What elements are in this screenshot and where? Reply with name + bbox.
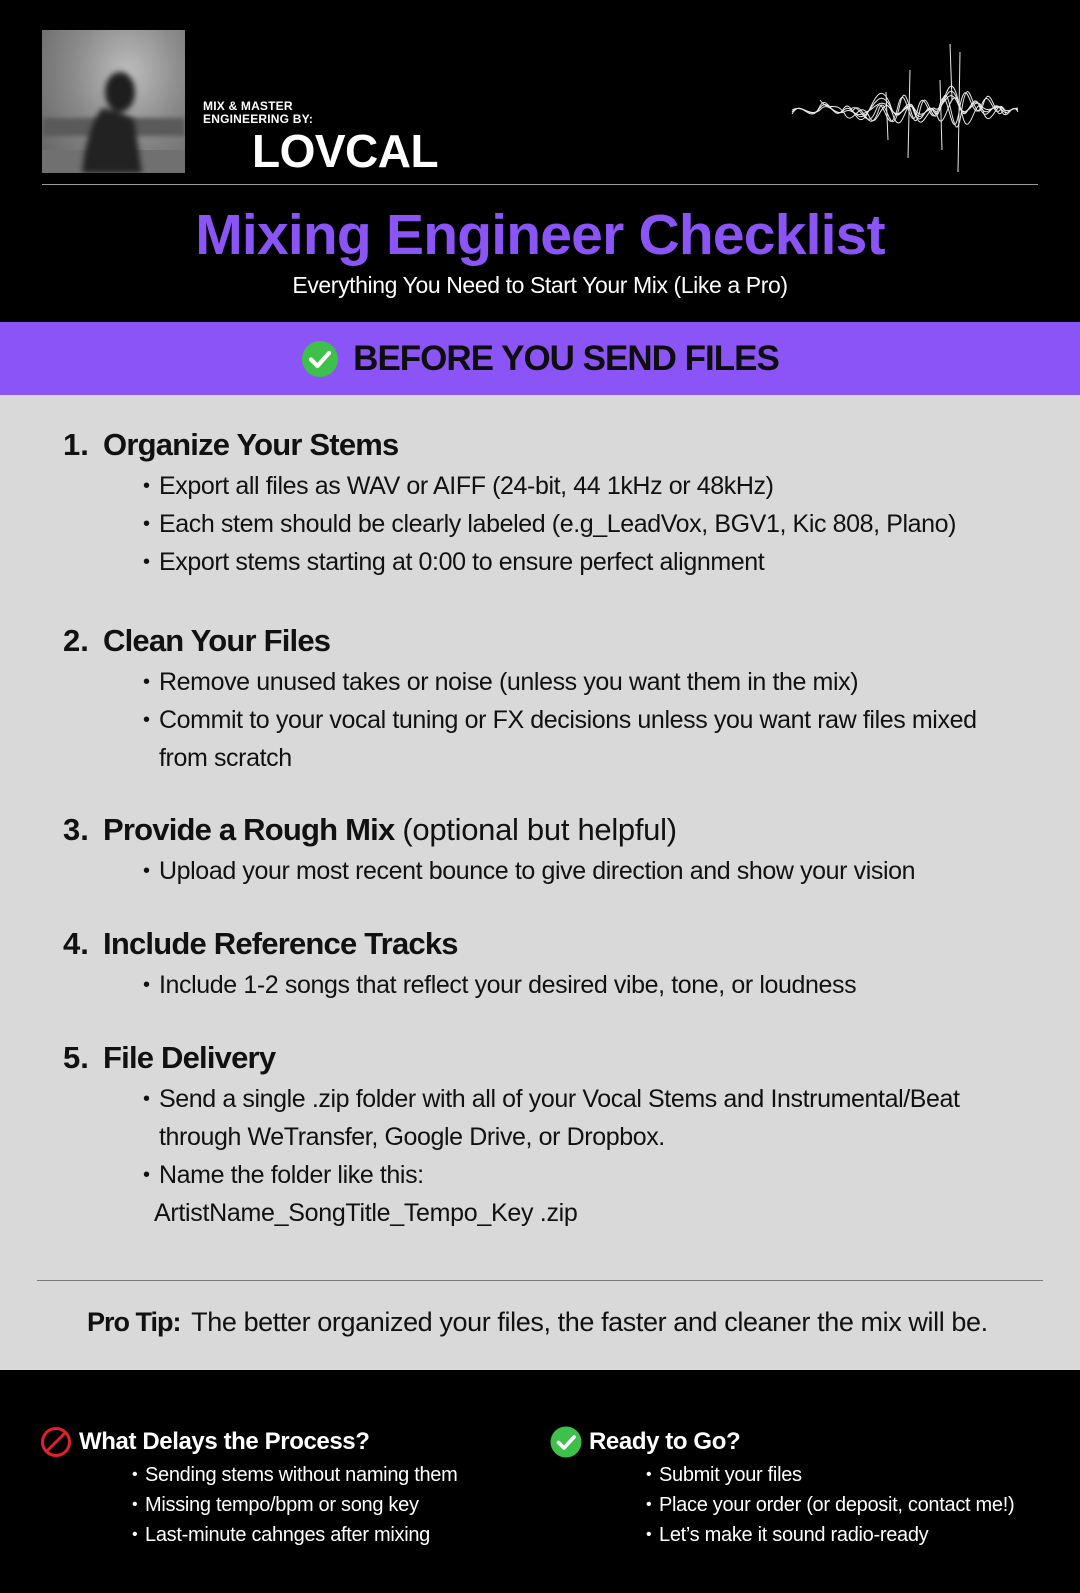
pro-tip-label: Pro Tip: [87, 1307, 181, 1337]
list-item: • Export stems starting at 0:00 to ensure perfect alignment [143, 543, 1040, 581]
section-title: Organize Your Stems [103, 427, 399, 462]
check-circle-icon [550, 1426, 582, 1458]
pro-tip-text: The better organized your files, the faster and cleaner the mix will be. [191, 1307, 988, 1337]
list-item: • Sending stems without naming them [132, 1460, 540, 1490]
section-number: 4. [63, 926, 89, 961]
header [0, 0, 1080, 322]
prohibited-icon [40, 1426, 72, 1458]
section-title: Include Reference Tracks [103, 926, 458, 961]
checklist-section [63, 1038, 1040, 1232]
section-title: Provide a Rough Mix [103, 812, 395, 847]
waveform-graphic [790, 40, 1020, 175]
section-number: 2. [63, 623, 89, 658]
bullet-list [143, 1080, 1040, 1194]
list-item: • Include 1-2 songs that reflect your desired vibe, tone, or loudness [143, 966, 1040, 1004]
section-number: 5. [63, 1040, 89, 1075]
list-item: • Upload your most recent bounce to give direction and show your vision [143, 852, 1040, 890]
header-divider [42, 184, 1038, 185]
section-number: 1. [63, 427, 89, 462]
checklist-section [63, 621, 1040, 777]
list-item: • Export all files as WAV or AIFF (24-bit, 44 1kHz or 48kHz) [143, 467, 1040, 505]
list-item: • Commit to your vocal tuning or FX decisions unless you want raw files mixed from scratch [143, 701, 1040, 777]
folder-name-example: ArtistName_SongTitle_Tempo_Key .zip [154, 1199, 578, 1227]
list-item: • Name the folder like this: [143, 1156, 1040, 1194]
section-heading [63, 621, 1040, 661]
banner-title: BEFORE YOU SEND FILES [353, 338, 779, 378]
checklist-section [63, 425, 1040, 581]
delays-list [132, 1460, 540, 1550]
section-divider [37, 1280, 1043, 1281]
section-title: Clean Your Files [103, 623, 331, 658]
list-item: • Each stem should be clearly labeled (e.g_LeadVox, BGV1, Kic 808, Plano) [143, 505, 1040, 543]
footer [0, 1370, 1080, 1593]
brand-name: LOVCAL [252, 125, 439, 177]
section-note: (optional but helpful) [402, 812, 677, 847]
ready-heading [550, 1426, 1060, 1458]
section-heading [63, 810, 1040, 850]
checklist-section [63, 924, 1040, 1004]
delays-column [40, 1426, 540, 1550]
section-banner [0, 322, 1080, 395]
section-title: File Delivery [103, 1040, 276, 1075]
section-heading [63, 1038, 1040, 1078]
list-item: • Let’s make it sound radio-ready [646, 1520, 1060, 1550]
list-item: • Send a single .zip folder with all of your Vocal Stems and Instrumental/Beat through WeTransfer, Google Drive, or Dropbox. [143, 1080, 1040, 1156]
delays-title: What Delays the Process? [79, 1428, 370, 1455]
list-item: • Remove unused takes or noise (unless you want them in the mix) [143, 663, 1040, 701]
bullet-list [143, 467, 1040, 581]
list-item: • Place your order (or deposit, contact me!) [646, 1490, 1060, 1520]
checklist [0, 395, 1080, 1370]
checklist-section [63, 810, 1040, 890]
ready-title: Ready to Go? [589, 1428, 741, 1455]
bullet-list [143, 663, 1040, 777]
ready-list [646, 1460, 1060, 1550]
delays-heading [40, 1426, 540, 1458]
page-subtitle: Everything You Need to Start Your Mix (Like a Pro) [292, 272, 788, 298]
pro-tip [87, 1305, 988, 1339]
list-item: • Submit your files [646, 1460, 1060, 1490]
ready-column [550, 1426, 1060, 1550]
list-item: • Last-minute cahnges after mixing [132, 1520, 540, 1550]
bullet-list [143, 966, 1040, 1004]
page-title: Mixing Engineer Checklist [195, 203, 885, 267]
section-heading [63, 425, 1040, 465]
bullet-list [143, 852, 1040, 890]
engineer-photo [42, 30, 185, 173]
list-item: • Missing tempo/bpm or song key [132, 1490, 540, 1520]
section-heading [63, 924, 1040, 964]
check-circle-icon [301, 340, 339, 378]
section-number: 3. [63, 812, 89, 847]
credit-label: MIX & MASTER ENGINEERING BY: [203, 99, 314, 126]
